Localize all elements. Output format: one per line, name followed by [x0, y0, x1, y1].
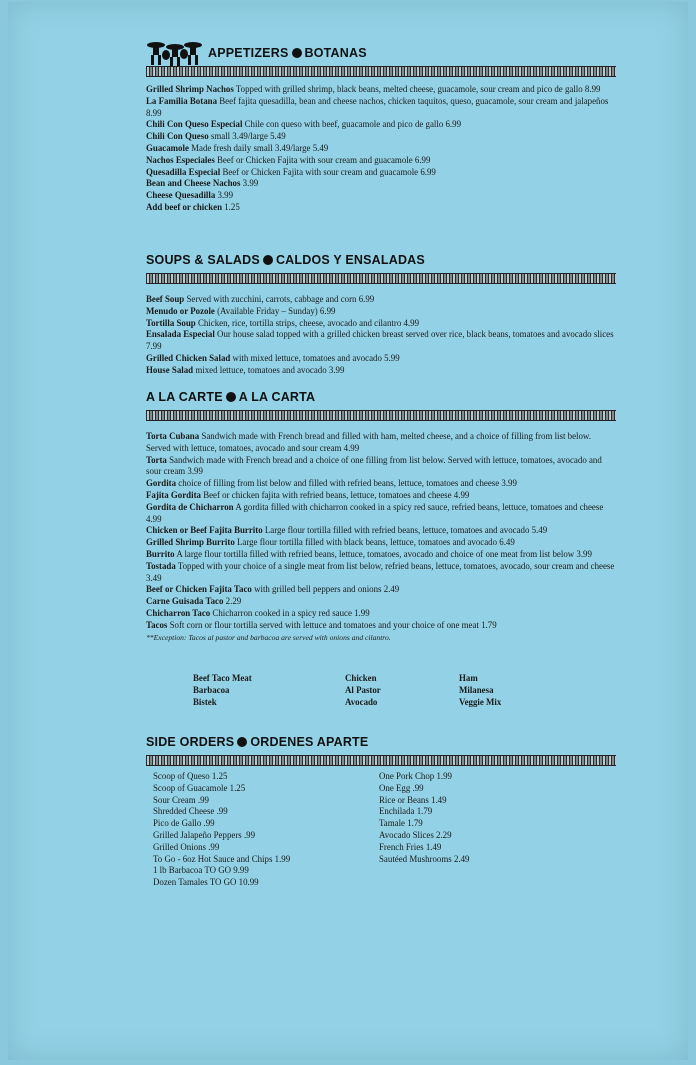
bullet-icon: [292, 48, 302, 58]
menu-item: Torta Sandwich made with French bread and a choice of one filling from list below. Served with lettuce, tomatoes, avocado and sour cream 3.99: [146, 454, 602, 477]
decorative-band: [146, 410, 616, 421]
sides-section: [146, 731, 616, 766]
bullet-icon: [263, 255, 273, 265]
side-item: Grilled Jalapeño Peppers .99: [153, 829, 256, 840]
sides-header: [146, 731, 616, 753]
sides-list: [153, 771, 613, 889]
menu-item: Fajita Gordita Beef or chicken fajita with refried beans, lettuce, tomatoes and cheese 4.99: [146, 489, 470, 500]
filling-option: Barbacoa: [193, 684, 230, 695]
side-item: To Go - 6oz Hot Sauce and Chips 1.99: [153, 853, 291, 864]
menu-item: Gordita choice of filling from list below and filled with refried beans, lettuce, tomatoes and cheese 3.99: [146, 478, 517, 489]
menu-item: Chili Con Queso small 3.49/large 5.49: [146, 131, 286, 142]
side-item: Tamale 1.79: [379, 818, 423, 829]
soups-title-es: CALDOS Y ENSALADAS: [275, 253, 425, 267]
menu-item: Quesadilla Especial Beef or Chicken Fajita with sour cream and guacamole 6.99: [146, 166, 436, 177]
menu-item: Guacamole Made fresh daily small 3.49/large 5.49: [146, 142, 329, 153]
menu-item: Tortilla Soup Chicken, rice, tortilla strips, cheese, avocado and cilantro 4.99: [146, 317, 420, 328]
menu-item: Ensalada Especial Our house salad topped with a grilled chicken breast served over rice, black beans, tomatoes and avocado slices 7.99: [146, 329, 614, 352]
appetizers-title-en: APPETIZERS: [208, 46, 289, 60]
menu-item: Nachos Especiales Beef or Chicken Fajita with sour cream and guacamole 6.99: [146, 154, 431, 165]
menu-item: Beef Soup Served with zucchini, carrots, cabbage and corn 6.99: [146, 294, 375, 304]
menu-item: Burrito A large flour tortilla filled with refried beans, lettuce, tomatoes, avocado and choice of one meat from list below 3.99: [146, 548, 592, 559]
side-item: Sour Cream .99: [153, 794, 209, 805]
filling-option: Al Pastor: [345, 684, 381, 695]
side-item: Scoop of Queso 1.25: [153, 771, 228, 781]
sides-column-right: [379, 771, 609, 889]
menu-item: Chicharron Taco Chicharron cooked in a spicy red sauce 1.99: [146, 607, 370, 618]
bullet-icon: [226, 392, 236, 402]
decorative-band: [146, 273, 616, 284]
carte-list: [146, 431, 616, 643]
menu-item: Gordita de Chicharron A gordita filled with chicharron cooked in a spicy red sauce, refried beans, lettuce, tomatoes and cheese 4.99: [146, 501, 604, 524]
side-item: Sautéed Mushrooms 2.49: [379, 853, 470, 864]
menu-item: Tostada Topped with your choice of a single meat from list below, refried beans, lettuce, tomatoes, avocado, sour cream and cheese 3.49: [146, 560, 615, 583]
carte-title-es: A LA CARTA: [238, 390, 316, 404]
appetizers-header: [146, 42, 616, 64]
side-item: Dozen Tamales TO GO 10.99: [153, 877, 259, 888]
exception-note: **Exception: Tacos al pastor and barbacoa are served with onions and cilantro.: [146, 632, 391, 642]
carte-title-en: A LA CARTE: [146, 390, 223, 404]
menu-item: Chicken or Beef Fajita Burrito Large flour tortilla filled with refried beans, lettuce, tomatoes and avocado 5.49: [146, 525, 548, 536]
sides-title-es: ORDENES APARTE: [250, 735, 369, 749]
side-item: Rice or Beans 1.49: [379, 794, 447, 805]
side-item: One Egg .99: [379, 782, 424, 793]
menu-item: Bean and Cheese Nachos 3.99: [146, 178, 259, 189]
carte-section: [146, 386, 616, 643]
menu-item: Grilled Shrimp Nachos Topped with grilled shrimp, black beans, melted cheese, guacamole, sour cream and pico de gallo 8.99: [146, 84, 601, 94]
filling-option: Ham: [459, 673, 478, 683]
side-item: Enchilada 1.79: [379, 806, 433, 817]
menu-item: Carne Guisada Taco 2.29: [146, 596, 242, 607]
filling-options: [193, 673, 523, 708]
soups-list: [146, 294, 616, 377]
filling-option: Bistek: [193, 696, 217, 707]
side-item: Grilled Onions .99: [153, 841, 220, 852]
menu-item: Chili Con Queso Especial Chile con queso with beef, guacamole and pico de gallo 6.99: [146, 119, 462, 130]
soups-title-en: SOUPS & SALADS: [146, 253, 260, 267]
bullet-icon: [237, 737, 247, 747]
menu-item: Grilled Chicken Salad with mixed lettuce, tomatoes and avocado 5.99: [146, 352, 400, 363]
carte-header: [146, 386, 616, 408]
decorative-band: [146, 66, 616, 77]
side-item: Scoop of Guacamole 1.25: [153, 782, 246, 793]
filling-option: Chicken: [345, 673, 377, 683]
side-item: Avocado Slices 2.29: [379, 829, 452, 840]
menu-item: Beef or Chicken Fajita Taco with grilled bell peppers and onions 2.49: [146, 584, 400, 595]
side-item: Shredded Cheese .99: [153, 806, 228, 817]
menu-item: Grilled Shrimp Burrito Large flour tortilla filled with black beans, lettuce, tomatoes and avocado 6.49: [146, 537, 515, 548]
menu-item: Add beef or chicken 1.25: [146, 201, 240, 212]
menu-item: House Salad mixed lettuce, tomatoes and avocado 3.99: [146, 364, 345, 375]
soups-section: [146, 249, 616, 377]
sides-title-en: SIDE ORDERS: [146, 735, 235, 749]
soups-header: [146, 249, 616, 271]
appetizers-title-es: BOTANAS: [304, 46, 367, 60]
filling-option: Veggie Mix: [459, 696, 502, 707]
menu-item: La Familia Botana Beef fajita quesadilla, bean and cheese nachos, chicken taquitos, queso, guacamole, sour cream and jalapeños 8.99: [146, 95, 609, 118]
filling-option: Beef Taco Meat: [193, 673, 252, 683]
side-item: Pico de Gallo .99: [153, 818, 215, 829]
side-item: One Pork Chop 1.99: [379, 771, 452, 781]
decorative-band: [146, 755, 616, 766]
menu-item: Tacos Soft corn or flour tortilla served with lettuce and tomatoes and your choice of one meat 1.79: [146, 619, 497, 630]
menu-item: Torta Cubana Sandwich made with French bread and filled with ham, melted cheese, and a choice of filling from list below. Served with lettuce, tomatoes, avocado and sour cream 4.99: [146, 431, 591, 453]
menu-item: Cheese Quesadilla 3.99: [146, 190, 234, 201]
sides-column-left: [153, 771, 379, 889]
mariachi-logo-icon: [146, 39, 204, 67]
menu-item: Menudo or Pozole (Available Friday – Sunday) 6.99: [146, 305, 336, 316]
side-item: French Fries 1.49: [379, 841, 442, 852]
filling-option: Avocado: [345, 696, 378, 707]
menu-page: [8, 2, 688, 1060]
side-item: 1 lb Barbacoa TO GO 9.99: [153, 865, 249, 876]
appetizers-list: [146, 84, 616, 214]
appetizers-section: [146, 42, 616, 214]
filling-option: Milanesa: [459, 684, 494, 695]
